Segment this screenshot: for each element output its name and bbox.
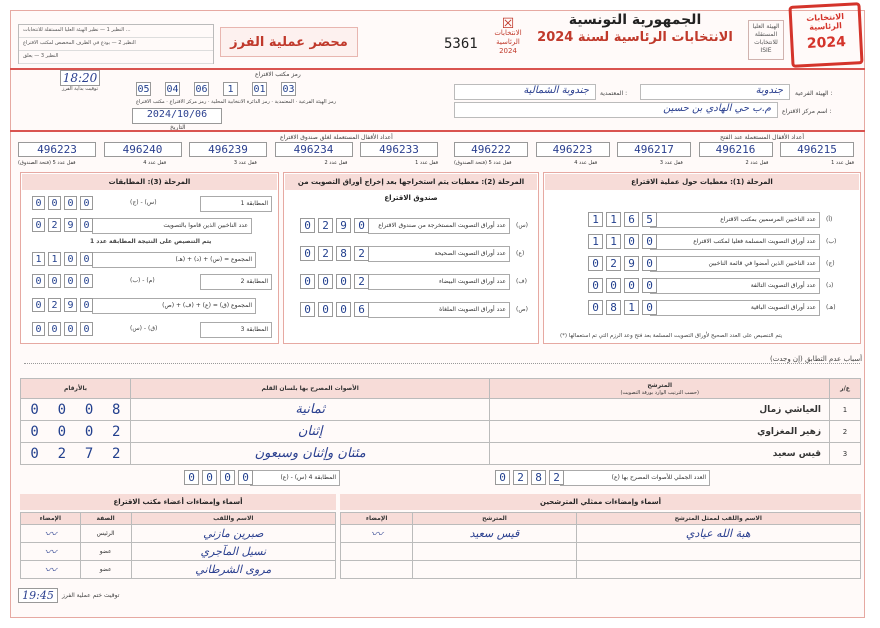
member-name[interactable]: صبرين مازني: [131, 525, 335, 543]
divider: [10, 68, 865, 70]
digit-box[interactable]: 0: [80, 196, 93, 210]
sticker-code: 496234: [275, 142, 353, 157]
copy-row: النظير 1 — نظير الهيئة العليا المستقلة للانتخابات ...: [19, 25, 213, 38]
candidates-table: [20, 378, 861, 465]
discrepancy-line[interactable]: [24, 363, 860, 364]
digit[interactable]: 2: [57, 445, 67, 462]
code-digit[interactable]: 04: [166, 84, 179, 95]
col-num: ع/ر: [830, 379, 861, 399]
stage2-title: المرحلة (2): معطيات يتم استخراجها بعد إخراج أوراق التصويت من صندوق الاقتراع: [285, 174, 537, 190]
digit-box[interactable]: 0: [624, 234, 639, 249]
digit-box[interactable]: 0: [642, 278, 657, 293]
digit-box[interactable]: 0: [588, 256, 603, 271]
m3-value[interactable]: [32, 322, 93, 336]
bureau-code-title: رمز مكتب الاقتراع: [255, 71, 301, 78]
digit-box[interactable]: 1: [48, 252, 61, 266]
start-time-label: توقيت بداية الفرز: [61, 86, 99, 92]
stage2-row-value[interactable]: [300, 218, 369, 233]
digit-box[interactable]: 0: [64, 274, 77, 288]
digit[interactable]: 2: [112, 445, 121, 462]
digit-box[interactable]: 0: [300, 302, 315, 317]
form-title: محضر عملية الفرز: [220, 27, 358, 57]
date-label: التاريخ: [170, 124, 186, 131]
votes-in-words[interactable]: ثمانية: [130, 399, 490, 421]
ballot-box-icon: ☒: [501, 16, 515, 32]
digit[interactable]: 0: [30, 445, 39, 462]
digit-box[interactable]: 0: [80, 218, 93, 232]
digit-box[interactable]: 0: [606, 278, 621, 293]
stage2-row-label: عدد أوراق التصويت البيضاء: [368, 274, 510, 290]
digit-box[interactable]: 0: [495, 470, 510, 485]
code-group: [194, 82, 209, 96]
digit[interactable]: 8: [112, 401, 121, 418]
sticker-code: 496215: [780, 142, 854, 157]
col-words: الأصوات المصرح بها بلسان القلم: [130, 379, 490, 399]
copy-row: النظير 3 — يعلق: [19, 51, 213, 64]
rep-row: [341, 543, 861, 561]
voters-who-voted-value[interactable]: [32, 218, 93, 232]
digit-box[interactable]: 0: [184, 470, 199, 485]
republic-title: الجمهورية التونسية: [568, 12, 702, 28]
member-role: عضو: [80, 561, 131, 579]
sticker-label: قفل عدد 2: [324, 160, 348, 166]
stage1-row-code: (هـ): [826, 304, 836, 311]
digit-box[interactable]: 0: [80, 252, 93, 266]
signature-scribble[interactable]: 〰: [21, 543, 81, 561]
votes-in-words[interactable]: إثنان: [130, 421, 490, 443]
m4-label: [250, 470, 340, 486]
reps-table: [340, 512, 861, 579]
subdivision-field[interactable]: جندوبة: [640, 84, 790, 100]
digits-cell: [21, 421, 131, 443]
digit-box[interactable]: 1: [32, 252, 45, 266]
digit-box[interactable]: 0: [80, 322, 93, 336]
digit-box[interactable]: 0: [588, 300, 603, 315]
member-name[interactable]: مروى الشرطاني: [131, 561, 335, 579]
digit-box[interactable]: 2: [48, 298, 61, 312]
sticker-code: 496216: [699, 142, 773, 157]
m2-label: [200, 274, 272, 290]
col-member-name: الاسم واللقب: [131, 513, 335, 525]
col-signature: الإمضاء: [341, 513, 413, 525]
stage2-row-value[interactable]: [300, 274, 369, 289]
digit-box[interactable]: 0: [300, 218, 315, 233]
digit[interactable]: 0: [84, 423, 94, 440]
center-label: اسم مركز الاقتراع :: [782, 108, 832, 115]
left-sticker-labels: [18, 160, 438, 166]
signature-scribble[interactable]: 〰: [21, 525, 81, 543]
m1-formula: (ج) - (س): [130, 199, 157, 206]
m4-formula: (س) - (ع): [280, 474, 307, 481]
code-digit[interactable]: 1: [223, 82, 238, 96]
m2-label-text: المطابقة 2: [240, 278, 268, 285]
digit[interactable]: 0: [57, 401, 67, 418]
code-labels: رمز الهيئة الفرعية · المعتمدية · رمز الدائرة الانتخابية المحلية · رمز مركز الاقتراع · مكتب الاقتراع: [136, 99, 337, 105]
left-stickers: [18, 142, 438, 157]
left-stickers-title: أعداد الأقفال المستعملة لغلق صندوق الاقتراع: [280, 134, 393, 141]
digit-box[interactable]: 0: [80, 298, 93, 312]
digit-box[interactable]: 0: [238, 470, 253, 485]
stage1-row-value[interactable]: [588, 256, 657, 271]
copy-distribution-table: [18, 24, 214, 64]
table-row: [21, 421, 861, 443]
right-sticker-labels: [454, 160, 854, 166]
code-label: مكتب الاقتراع: [136, 99, 165, 105]
candidates-header-row: [21, 379, 861, 399]
rep-row: [341, 525, 861, 543]
date-field[interactable]: 2024/10/06: [132, 108, 222, 124]
digit[interactable]: 7: [84, 445, 94, 462]
total-label: [560, 470, 710, 486]
stage2-row-code: (ص): [516, 306, 528, 313]
discrepancy-label: أسباب عدم التطابق (إن وجدت): [770, 355, 863, 363]
start-time-value: 18:20: [60, 70, 100, 86]
digit-box[interactable]: 2: [318, 246, 333, 261]
col-name-text: المترشح: [647, 381, 673, 389]
members-header-row: [21, 513, 336, 525]
digit-box[interactable]: 0: [202, 470, 217, 485]
official-stamp: [788, 2, 863, 68]
m4-value[interactable]: [184, 470, 253, 485]
sum-label: المجموع = (س) + (د) + (هـ): [92, 252, 256, 268]
stage3-title: المرحلة (3): المطابقات: [22, 174, 277, 190]
digit-box[interactable]: 2: [549, 470, 564, 485]
m1-label-text: المطابقة 1: [240, 200, 268, 207]
stage1-row-value[interactable]: [588, 212, 657, 227]
col-name: [490, 379, 830, 399]
stage1-row-label: عدد أوراق التصويت المسلمة فعليا لمكتب الاقتراع: [650, 234, 820, 250]
m1-value[interactable]: [32, 196, 93, 210]
empty-cell[interactable]: [576, 561, 860, 579]
stage1-row-code: (ج): [826, 260, 835, 267]
member-role: الرئيس: [80, 525, 131, 543]
digit-box[interactable]: 6: [354, 302, 369, 317]
form-number: 5361: [444, 36, 478, 52]
election-title: الانتخابات الرئاسية لسنة 2024: [537, 30, 733, 45]
member-row: [21, 561, 336, 579]
digit-box[interactable]: 8: [606, 300, 621, 315]
code-label: رمز مركز الاقتراع: [169, 99, 207, 105]
digit-box[interactable]: 0: [64, 252, 77, 266]
subdivision-label: الهيئة الفرعية :: [795, 90, 833, 97]
digit[interactable]: 0: [30, 401, 39, 418]
rep-name[interactable]: هبة الله عيادي: [576, 525, 860, 543]
code-digit[interactable]: 06: [195, 84, 208, 95]
code-group: [281, 82, 296, 96]
empty-cell[interactable]: [341, 543, 413, 561]
stamp-year: 2024: [806, 33, 847, 52]
empty-cell[interactable]: [413, 561, 576, 579]
signature-scribble[interactable]: 〰: [21, 561, 81, 579]
digit-box[interactable]: 2: [513, 470, 528, 485]
stamp-text: الانتخابات الرئاسية: [805, 12, 845, 32]
table-row: [21, 399, 861, 421]
stage2-row-code: (س): [516, 222, 529, 229]
digit-box[interactable]: 0: [300, 274, 315, 289]
candidate-number: 1: [830, 399, 861, 421]
stage2-row-label: عدد أوراق التصويت الملغاة: [368, 302, 510, 318]
digit-box[interactable]: 0: [48, 322, 61, 336]
digit-box[interactable]: 0: [588, 278, 603, 293]
digit-box[interactable]: 0: [300, 246, 315, 261]
m2-formula: (ب) - (م): [130, 277, 155, 284]
m3-label: [200, 322, 272, 338]
table-row: [21, 443, 861, 465]
digit-box[interactable]: 0: [318, 302, 333, 317]
code-group: [136, 82, 151, 96]
sticker-label: قفل عدد 3: [233, 160, 257, 166]
bureau-code-cells: [136, 82, 296, 96]
m3-formula: (س) - (ق): [130, 325, 158, 332]
digit-box[interactable]: 9: [64, 218, 77, 232]
code-label: رمز الدائرة الانتخابية المحلية: [211, 99, 270, 105]
col-candidate: المترشح: [413, 513, 576, 525]
digit-box[interactable]: 0: [32, 196, 45, 210]
digit-box[interactable]: 2: [606, 256, 621, 271]
digit-box[interactable]: 9: [624, 256, 639, 271]
election-header: [520, 12, 750, 46]
sticker-label: قفل عدد 5 (فتحة الصندوق): [454, 160, 512, 166]
stage1-row-value[interactable]: [588, 278, 657, 293]
digit-box[interactable]: 0: [220, 470, 235, 485]
member-row: [21, 525, 336, 543]
stage1-row-code: (ب): [826, 238, 837, 245]
stage1-row-code: (د): [826, 282, 834, 289]
total-value[interactable]: [495, 470, 564, 485]
code-digit[interactable]: 01: [253, 84, 266, 95]
digit-box[interactable]: 2: [354, 246, 369, 261]
digit-box[interactable]: 0: [642, 256, 657, 271]
empty-cell[interactable]: [576, 543, 860, 561]
digit-box[interactable]: 0: [64, 322, 77, 336]
candidate-number: 3: [830, 443, 861, 465]
isie-logo: الهيئة العليا المستقلة للانتخابات ISIE: [748, 20, 784, 60]
copy-row: النظير 2 — يودع في الظرف المخصص لمكتب الاقتراع: [19, 38, 213, 51]
total-label-text: العدد الجملي للأصوات المصرح بها: [621, 474, 706, 481]
divider: [10, 130, 865, 132]
digit-box[interactable]: 0: [318, 274, 333, 289]
digit-box[interactable]: 5: [642, 212, 657, 227]
members-table: [20, 512, 336, 579]
stage1-note: (*) يتم التنصيص على العدد الصحيح لأوراق التصويت المسلمة بعد فتح وعد الرزم التي تم استعمالها: [560, 333, 783, 339]
sticker-label: قفل عدد 1: [415, 160, 438, 166]
digit-box[interactable]: 9: [64, 298, 77, 312]
digits-cell: [21, 443, 131, 465]
digit[interactable]: 0: [57, 423, 67, 440]
end-time-label: توقيت ختم عملية الفرز: [62, 592, 120, 599]
sticker-label: قفل عدد 2: [745, 160, 769, 166]
candidate-name: العياشي زمال: [490, 399, 830, 421]
col-signature: الإمضاء: [21, 513, 81, 525]
sticker-code: 496233: [360, 142, 438, 157]
digit-box[interactable]: 0: [336, 274, 351, 289]
sticker-code: 496239: [189, 142, 267, 157]
candidate-name: زهير المغزاوي: [490, 421, 830, 443]
code-label: رمز الهيئة الفرعية: [298, 99, 337, 105]
sticker-label: قفل عدد 3: [659, 160, 683, 166]
reps-title: أسماء وإمضاءات ممثلي المترشحين: [340, 494, 861, 510]
digit-box[interactable]: 0: [48, 196, 61, 210]
digit-box[interactable]: 0: [336, 302, 351, 317]
rep-row: [341, 561, 861, 579]
digit-box[interactable]: 9: [336, 218, 351, 233]
stage1-row-code: (أ): [826, 216, 833, 223]
stage2-row-label: عدد أوراق التصويت المستخرجة من صندوق الاقتراع: [368, 218, 510, 234]
election-logo-text: الانتخابات الرئاسية 2024: [494, 29, 522, 55]
sticker-code: 496217: [617, 142, 691, 157]
sum-value[interactable]: [32, 252, 93, 266]
col-role: الصفة: [80, 513, 131, 525]
digit-box[interactable]: 1: [606, 234, 621, 249]
digit-box[interactable]: 6: [624, 212, 639, 227]
sticker-code: 496223: [536, 142, 610, 157]
col-rep-name: الاسم واللقب لممثل المترشح: [576, 513, 860, 525]
sticker-label: قفل عدد 5 (فتحة الصندوق): [18, 160, 76, 166]
sticker-code: 496240: [104, 142, 182, 157]
sticker-code: 496223: [18, 142, 96, 157]
digit-box[interactable]: 0: [80, 274, 93, 288]
right-stickers: [454, 142, 854, 157]
signature-scribble[interactable]: 〰: [341, 525, 413, 543]
member-name[interactable]: نسيل المآجري: [131, 543, 335, 561]
members-title: أسماء وإمضاءات أعضاء مكتب الاقتراع: [20, 494, 336, 510]
stage2-row-value[interactable]: [300, 302, 369, 317]
empty-cell[interactable]: [341, 561, 413, 579]
digit-box[interactable]: 0: [32, 322, 45, 336]
digit[interactable]: 2: [112, 423, 121, 440]
digit-box[interactable]: 0: [32, 274, 45, 288]
empty-cell[interactable]: [413, 543, 576, 561]
sticker-label: قفل عدد 1: [831, 160, 854, 166]
digit-box[interactable]: 2: [48, 218, 61, 232]
m1-sub-label: عدد الناخبين الذين قاموا بالتصويت: [92, 218, 252, 234]
sticker-label: قفل عدد 4: [143, 160, 167, 166]
digit-box[interactable]: 0: [642, 234, 657, 249]
stage3-note: يتم التنصيص على النتيجة المطابقة عدد 1: [90, 238, 212, 245]
stage2-row-label: عدد أوراق التصويت الصحيحة: [368, 246, 510, 262]
stage1-title: المرحلة (1): معطيات حول عملية الاقتراع: [545, 174, 859, 190]
rep-candidate[interactable]: قيس سعيد: [413, 525, 576, 543]
col-name-sub: (حسب الترتيب الوارد بورقة التصويت): [620, 389, 699, 396]
digit-box[interactable]: 1: [588, 234, 603, 249]
digit-box[interactable]: 2: [354, 274, 369, 289]
sticker-code: 496222: [454, 142, 528, 157]
digit-box[interactable]: 1: [624, 300, 639, 315]
delegation-label: المعتمدية :: [600, 90, 628, 97]
stage2-row-value[interactable]: [300, 246, 369, 261]
sticker-label: قفل عدد 4: [574, 160, 598, 166]
stage1-row-label: عدد أوراق التصويت التالفة: [650, 278, 820, 294]
votes-in-words[interactable]: مئتان وإثنان وسبعون: [130, 443, 490, 465]
digit-box[interactable]: 0: [642, 300, 657, 315]
end-time-value[interactable]: 19:45: [18, 588, 58, 603]
member-role: عضو: [80, 543, 131, 561]
code-group: [165, 82, 180, 96]
digit-box[interactable]: 0: [354, 218, 369, 233]
digits-cell: [21, 399, 131, 421]
digit-box[interactable]: 0: [32, 298, 45, 312]
stage1-row-label: عدد الناخبين الذين أمضوا في قائمة الناخبين: [650, 256, 820, 272]
digit-box[interactable]: 0: [48, 274, 61, 288]
m4-label-text: المطابقة 4: [308, 474, 336, 481]
stage1-row-label: عدد أوراق التصويت الباقية: [650, 300, 820, 316]
code-group: [223, 82, 238, 96]
sum2-label: المجموع (ق) = (ع) + (ف) + (ص): [92, 298, 256, 314]
code-digit[interactable]: 05: [137, 84, 150, 95]
member-row: [21, 543, 336, 561]
digit-box[interactable]: 1: [588, 212, 603, 227]
delegation-field[interactable]: جندوبة الشمالية: [454, 84, 596, 100]
digit[interactable]: 0: [30, 423, 39, 440]
digit-box[interactable]: 2: [318, 218, 333, 233]
m2-value[interactable]: [32, 274, 93, 288]
center-field[interactable]: م.ب حي الهادي بن حسين: [454, 102, 778, 118]
stage2-row-code: (ع): [516, 250, 525, 257]
digit[interactable]: 0: [84, 401, 94, 418]
stage2-row-code: (ف): [516, 278, 527, 285]
stage1-row-label: عدد الناخبين المرسمين بمكتب الاقتراع: [650, 212, 820, 228]
m1-label: [200, 196, 272, 212]
stage1-row-value[interactable]: [588, 300, 657, 315]
candidate-number: 2: [830, 421, 861, 443]
col-digits: بالأرقام: [21, 379, 131, 399]
code-label: المعتمدية: [274, 99, 294, 105]
candidate-name: قيس سعيد: [490, 443, 830, 465]
digit-box[interactable]: 0: [32, 218, 45, 232]
digit-box[interactable]: 8: [531, 470, 546, 485]
code-digit[interactable]: 03: [282, 84, 295, 95]
code-group: [252, 82, 267, 96]
m3-label-text: المطابقة 3: [240, 326, 268, 333]
digit-box[interactable]: 1: [606, 212, 621, 227]
digit-box[interactable]: 0: [624, 278, 639, 293]
start-time-block: [60, 70, 100, 92]
reps-header-row: [341, 513, 861, 525]
digit-box[interactable]: 8: [336, 246, 351, 261]
digit-box[interactable]: 0: [64, 196, 77, 210]
total-code: (ع): [611, 474, 620, 481]
right-stickers-title: أعداد الأقفال المستعملة عند الفتح: [720, 134, 804, 141]
sum2-value[interactable]: [32, 298, 93, 312]
stage1-row-value[interactable]: [588, 234, 657, 249]
